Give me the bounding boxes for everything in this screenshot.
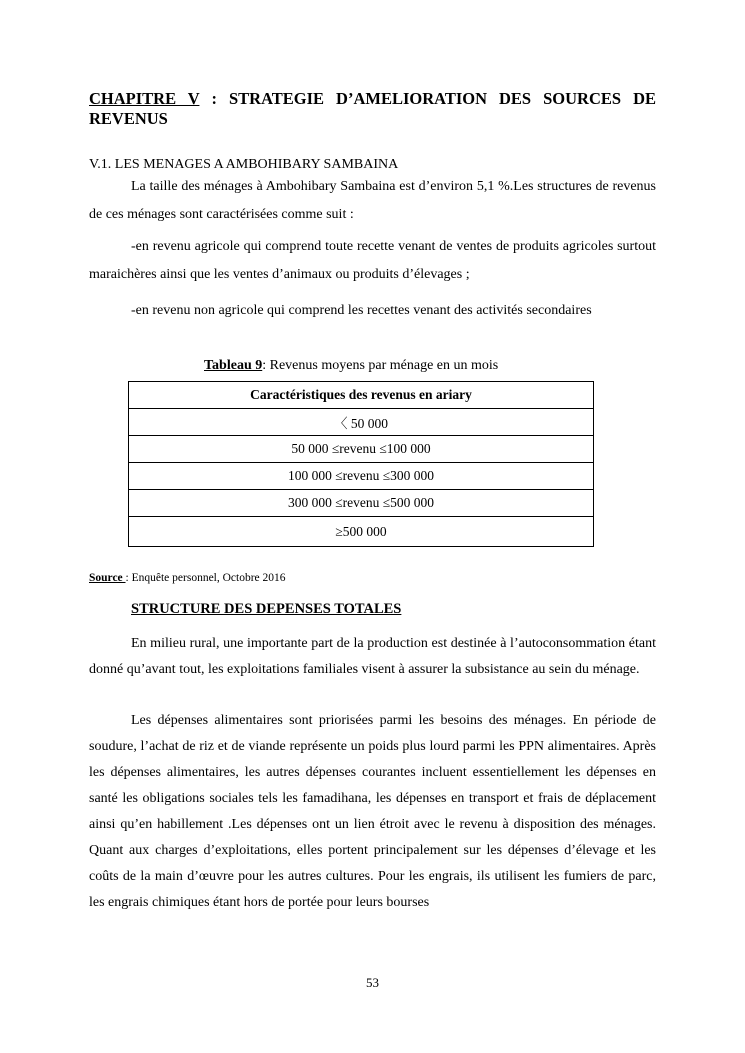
paragraph-expense-priorities: Les dépenses alimentaires sont priorisées parmi les besoins des ménages. En période de soudure, l’achat de riz et de viande représente un poids plus lourd parmi les PPN alimentaires. Après les dépenses alimentaires, les autres dépenses courantes incluent essentiellement les dépenses en santé les obligations sociales tels les famadihana, les dépenses en transport et frais de déplacement ainsi qu’en habillement .Les dépenses ont un lien étroit avec le revenu à disposition des ménages. Quant aux charges d’exploitations, elles portent principalement sur les dépenses d’élevage et les coûts de la main d’œuvre pour les autres cultures. Pour les engrais, ils utilisent les fumiers de parc, les engrais chimiques étant hors de portée pour leurs bourses	[89, 713, 656, 910]
paragraph-household-size: La taille des ménages à Ambohibary Sambaina est d’environ 5,1 %.Les structures de revenus de ces ménages sont caractérisées comme suit :	[89, 179, 656, 222]
chapter-separator: :	[199, 89, 229, 108]
chapter-label: CHAPITRE V	[89, 89, 200, 108]
table-header: Caractéristiques des revenus en ariary	[129, 382, 594, 409]
table-cell: ≥500 000	[129, 517, 594, 547]
table-cell: 〈 50 000	[129, 409, 594, 436]
chapter-title-line1: STRATEGIE D’AMELIORATION DES SOURCES DE	[228, 89, 656, 108]
source-label: Source	[89, 572, 126, 584]
table-row	[129, 436, 594, 463]
table-caption	[204, 357, 498, 375]
table-cell: 100 000 ≤revenu ≤300 000	[129, 463, 594, 490]
income-table	[128, 381, 594, 547]
table-header-row	[129, 382, 594, 409]
paragraph-self-consumption: En milieu rural, une importante part de la production est destinée à l’autoconsommation étant donné qu’avant tout, les exploitations familiales visent à assurer la subsistance au sein du ménage.	[89, 636, 656, 677]
table-row	[129, 517, 594, 547]
paragraph-agricultural-income: -en revenu agricole qui comprend toute recette venant de ventes de produits agricoles surtout maraichères ainsi que les ventes d’animaux ou produits d’élevages ;	[89, 239, 656, 282]
table-cell: 300 000 ≤revenu ≤500 000	[129, 490, 594, 517]
paragraph-non-agricultural-income: -en revenu non agricole qui comprend les recettes venant des activités secondaires	[131, 303, 592, 318]
table-row	[129, 463, 594, 490]
subheading-expenses: STRUCTURE DES DEPENSES TOTALES	[131, 601, 402, 617]
table-cell: 50 000 ≤revenu ≤100 000	[129, 436, 594, 463]
table-caption-text: : Revenus moyens par ménage en un mois	[262, 358, 499, 373]
table-row	[129, 409, 594, 436]
chapter-title	[89, 89, 656, 129]
table-caption-label: Tableau 9	[204, 358, 263, 373]
table-row	[129, 490, 594, 517]
chapter-title-line2: REVENUS	[89, 109, 168, 128]
section-heading: V.1. LES MENAGES A AMBOHIBARY SAMBAINA	[89, 157, 399, 172]
page-number: 53	[366, 975, 379, 990]
source-text: : Enquête personnel, Octobre 2016	[125, 572, 286, 584]
table-source	[89, 571, 286, 585]
